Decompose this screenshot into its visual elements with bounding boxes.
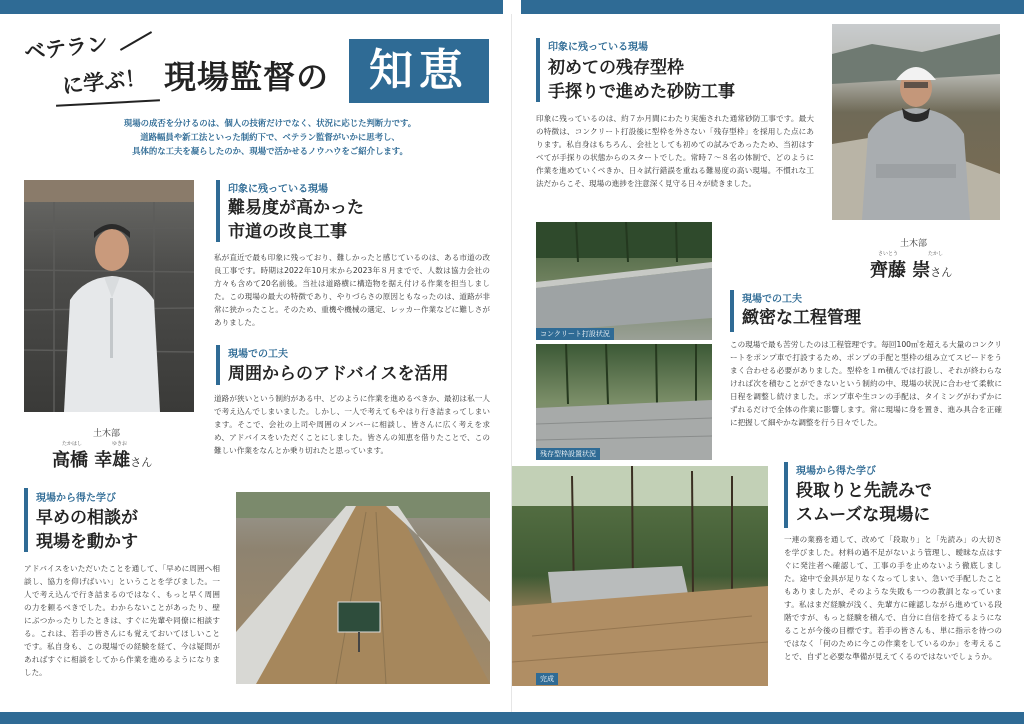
dept-label-2: 土木部	[900, 239, 928, 249]
caption-concrete-pouring: コンクリート打設状況	[536, 328, 614, 340]
intro-text	[60, 116, 480, 158]
intro-line-2: 道路幅員や新工法といった制約下で、ベテラン監督がいかに思考し、	[140, 132, 400, 142]
section6-title-line2: スムーズな現場に	[796, 505, 931, 525]
section1-bar	[216, 180, 220, 242]
section6-bar	[784, 462, 788, 528]
ruby-surname-1: たかはし	[62, 441, 83, 447]
ruby-given-1: ゆきお	[112, 441, 128, 447]
photo-concrete-pouring	[536, 222, 712, 340]
portrait-takahashi-figure	[24, 180, 194, 412]
section5-kicker: 現場での工夫	[742, 294, 802, 305]
section3-bar	[24, 488, 28, 552]
photo-formwork-installation	[536, 344, 712, 460]
intro-line-3: 具体的な工夫を凝らしたのか、現場で活かせるノウハウをご紹介します。	[132, 146, 408, 156]
road-photo-scene	[236, 492, 490, 684]
person-name-2	[870, 256, 952, 282]
caption-formwork-installation: 残存型枠設置状況	[536, 448, 600, 460]
bottom-band	[0, 712, 1024, 724]
portrait-takahashi	[24, 180, 194, 412]
veteran-label: ベテラン	[23, 31, 110, 65]
ruby-given-2: たかし	[928, 251, 944, 257]
section6-title-line1: 段取りと先読みで	[796, 481, 932, 501]
road-photo	[236, 492, 490, 684]
heading-underline	[56, 99, 160, 106]
heading-stroke	[120, 31, 152, 51]
person-name-1	[52, 446, 152, 472]
section3-title-line1: 早めの相談が	[36, 508, 138, 528]
section4-bar	[536, 38, 540, 102]
photo-concrete-pouring-scene	[536, 222, 712, 340]
section4-body: 印象に残っているのは、約７か月間にわたり実施された通常砂防工事です。最大の特徴は、コンクリート打設後に型枠を外さない「残存型枠」を採用した点にあります。私自身はもちろん、会社としても初めての試みであったため、当初はすべてが手探りの状態からのスタートでした。常時７～８名の体制で、どのように作業を進めていくべきか、日々試行錯誤を重ねる難易度の高い現場。不慣れな工法だからこそ、現場の進捗を注意深く見守る日々が続きました。	[536, 114, 814, 188]
section2-body: 道路が狭いという制約がある中、どのように作業を進めるべきか、最初は私一人で考え込んでしまいました。しかし、一人で考えてもやはり行き詰まってしまいます。そこで、会社の上司や周囲のメンバーに相談し、皆さんに広く考えを求め、アドバイスをいただくことにしました。皆さんの知恵を借りたことで、この難しい作業をなんとか乗り切れたと思っています。	[214, 394, 490, 455]
section3-title	[36, 506, 138, 554]
intro-line-1: 現場の成否を分けるのは、個人の技術だけでなく、状況に応じた判断力です。	[123, 118, 417, 128]
surname-1: 高橋	[52, 450, 88, 471]
section1-title-line2: 市道の改良工事	[228, 222, 347, 242]
section1-title-line1: 難易度が高かった	[228, 198, 364, 218]
caption-completed: 完成	[536, 673, 558, 685]
section5-bar	[730, 290, 734, 332]
portrait-saito-figure	[832, 24, 1000, 220]
title-main: 現場監督の	[164, 58, 330, 96]
section4-kicker: 印象に残っている現場	[548, 42, 648, 53]
dept-label-1: 土木部	[93, 429, 121, 439]
section6-title	[796, 479, 932, 527]
given-1: 幸雄	[94, 450, 131, 471]
section3-kicker: 現場から得た学び	[36, 493, 116, 504]
portrait-saito	[832, 24, 1000, 220]
section3-body: アドバイスをいただいたことを通して、「早めに周囲へ相談し、協力を仰げばいい」ということを学びました。一人で考え込んで行き詰まるのではなく、もっと早く周囲の力を頼るべきでした。わからないことがあったり、壁にぶつかったりしたときは、すぐに先輩や同僚に相談する。これは、若手の皆さんにも覚えておいてほしいことです。私自身も、この現場での経験を経て、今は疑問があればすぐに相談をしてから作業を進めるようになりました。	[24, 564, 220, 677]
title-highlight: 知恵	[369, 45, 469, 96]
top-band-gap	[503, 0, 521, 14]
section5-body: この現場で最も苦労したのは工程管理です。毎回100㎥を超える大量のコンクリートをポンプ車で打設するため、ポンプの手配と型枠の組み立てスピードをうまく合わせる必要がありました。型枠を１m積んでは打設し、それが終わらなければ次を積むことができないという制約の中、現場の状況に合わせて柔軟に日程を調整し続けました。ポンプ車や生コンの手配は、タイミングがわずかにずれるだけで全体の作業に影響します。常に現場に身を置き、進み具合を正確に把握して細やかな調整を行う日々でした。	[730, 340, 1002, 427]
section1-kicker: 印象に残っている現場	[228, 184, 328, 195]
section1-body: 私が直近で最も印象に残っており、難しかったと感じているのは、ある市道の改良工事です。時期は2022年10月末から2023年８月までで、人数は協力会社の方々も含めて20名前後。当社は道路横に構造物を据え付ける作業を担当しました。この現場の最大の特徴であり、やりづらさの原因ともなったのは、道路が非常に狭かったこと。そのため、重機や機械の選定、レッカー作業などに難しさがありました。	[214, 253, 490, 327]
section2-bar	[216, 345, 220, 385]
section1-title	[228, 196, 364, 244]
section2-title: 周囲からのアドバイスを活用	[228, 364, 449, 384]
honorific-2: さん	[930, 266, 953, 279]
section4-title-line2: 手探りで進めた砂防工事	[548, 82, 735, 102]
ruby-surname-2: さいとう	[878, 251, 899, 257]
section4-title-line1: 初めての残存型枠	[548, 58, 684, 78]
learn-label: に学ぶ！	[61, 65, 148, 99]
title-highlight-box	[349, 39, 489, 103]
section5-title: 緻密な工程管理	[742, 308, 861, 328]
section2-kicker: 現場での工夫	[228, 349, 288, 360]
photo-completed-scene	[512, 466, 768, 686]
surname-2: 齊藤	[870, 260, 906, 281]
section3-title-line2: 現場を動かす	[36, 532, 138, 552]
given-2: 崇	[912, 260, 931, 281]
section6-kicker: 現場から得た学び	[796, 466, 876, 477]
section6-body: 一連の業務を通して、改めて「段取り」と「先読み」の大切さを学びました。材料の過不足がないよう管理し、曖昧な点はすぐに発注者へ確認して、工事の手を止めないよう徹底しました。途中で金具が足りなくなってしまい、急いで手配したこともありましたが、そのような失敗も一つの教訓となっています。私はまだ経験が浅く、先輩方に確認しながら進めている段階ですが、もっと経験を積んで、自分に自信を持てるようになることが今後の目標です。若手の皆さんも、単に指示を待つのではなく「何のために今この作業をしているのか」を考えることで、自ずと必要な準備が見えてくるのではないでしょうか。	[784, 535, 1002, 661]
section4-title	[548, 56, 735, 104]
honorific-1: さん	[130, 456, 153, 469]
photo-formwork-installation-scene	[536, 344, 712, 460]
photo-completed	[512, 466, 768, 686]
